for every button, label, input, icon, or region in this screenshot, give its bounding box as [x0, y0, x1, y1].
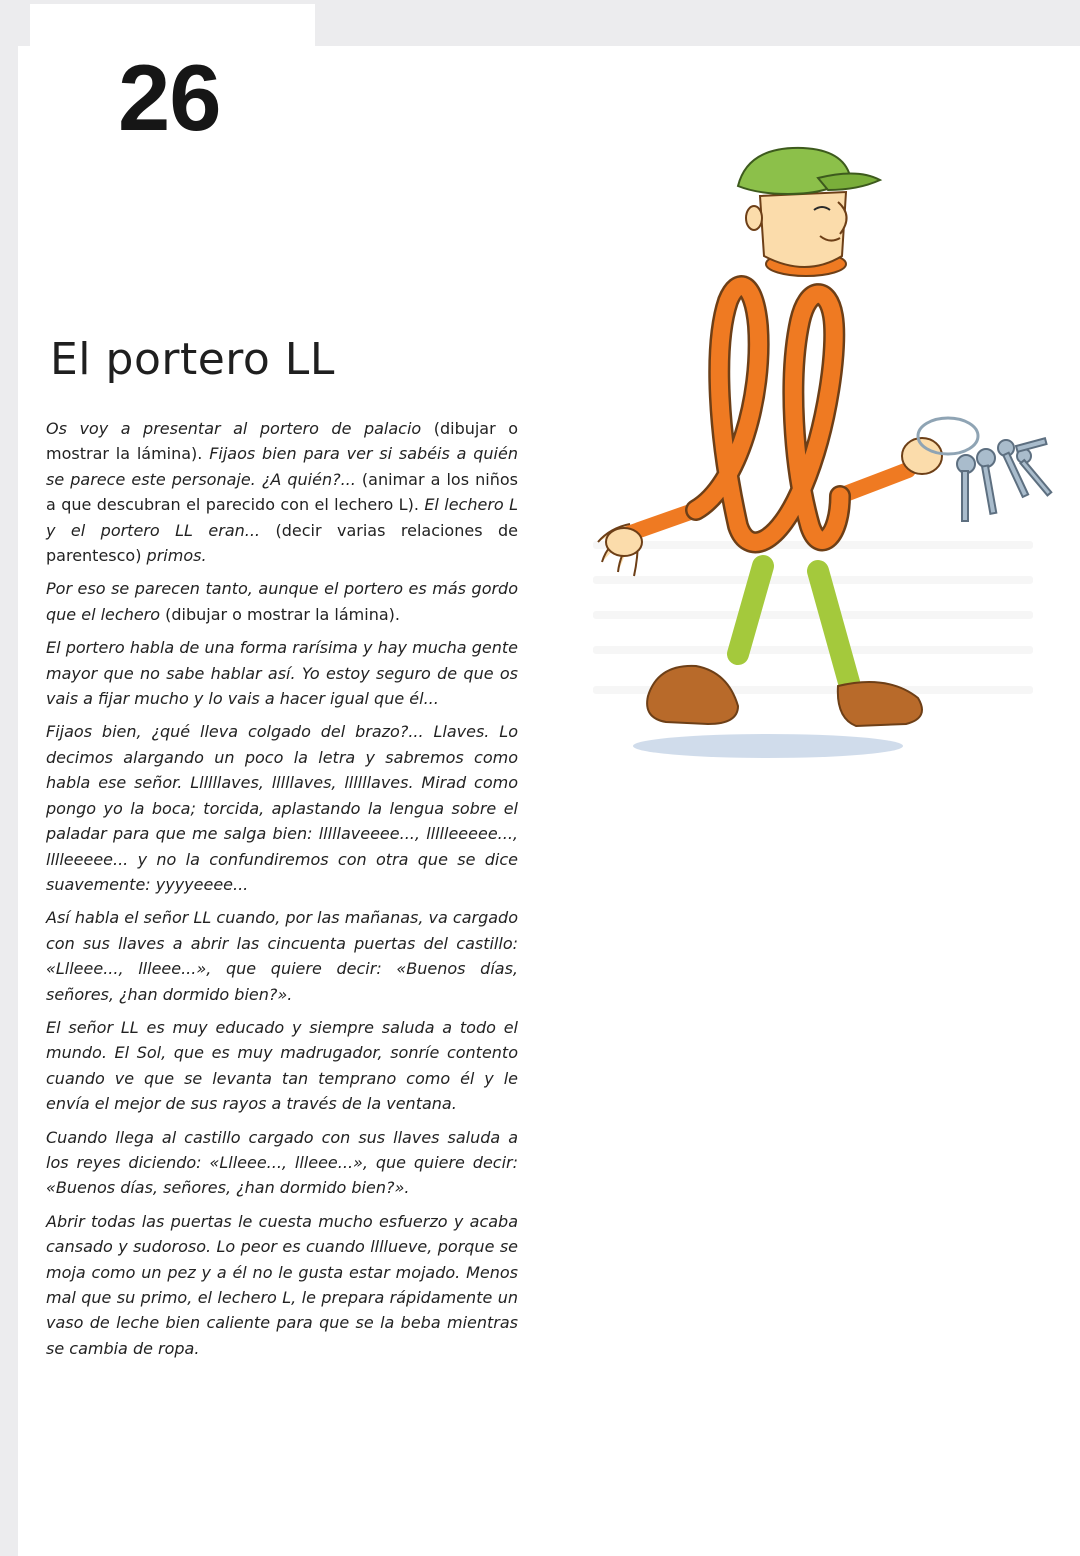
document-page: [18, 46, 1080, 1556]
narration-text: Abrir todas las puertas le cuesta mucho esfuerzo y acaba cansado y sudoroso. Lo peor es cuando llllueve, porque se moja como un pez y a él no le gusta estar mojado. Menos mal que su primo, el lechero L, le prepara rápidamente un vaso de leche bien caliente para que se la beba mientras se cambia de ropa.: [46, 1211, 518, 1358]
browser-tab-strip: [30, 4, 315, 46]
left-leg: [738, 566, 763, 654]
narration-text: primos.: [146, 546, 207, 566]
narration-text: Fijaos bien para ver si sabéis a quién se parece este personaje. ¿A quién?...: [46, 444, 518, 489]
stage-direction: (decir varias relaciones de parentesco): [46, 520, 518, 566]
head: [760, 192, 846, 267]
narration-text: Cuando llega al castillo cargado con sus llaves saluda a los reyes diciendo: «Llleee..., llleee...», que quiere decir: «Buenos días, señores, ¿han dormido bien?».: [46, 1127, 518, 1198]
key-ring: [918, 418, 978, 454]
left-shoe: [647, 666, 738, 724]
ear: [746, 206, 762, 230]
narration-text: Así habla el señor LL cuando, por las mañanas, va cargado con sus llaves a abrir las cincuenta puertas del castillo: «Llleee..., llleee...», que quiere decir: «Buenos días, señores, ¿han dormido bien?».: [46, 908, 518, 1004]
story-text: [46, 416, 518, 1369]
narration-text: El señor LL es muy educado y siempre saluda a todo el mundo. El Sol, que es muy madrugador, sonríe contento cuando ve que se levanta tan temprano como él y le envía el mejor de sus rayos a través de la ventana.: [46, 1017, 518, 1114]
story-paragraph: [46, 416, 518, 568]
right-shoe: [838, 682, 922, 726]
right-leg: [818, 571, 850, 686]
ground-shadow: [633, 734, 903, 758]
story-paragraph: [46, 905, 518, 1007]
story-paragraph: [46, 719, 518, 897]
story-paragraph: [46, 1015, 518, 1117]
stage-direction: (dibujar o mostrar la lámina).: [46, 419, 519, 464]
story-paragraph: [46, 576, 518, 627]
stage-direction: (animar a los niños a que descubran el parecido con el lechero L).: [46, 469, 518, 515]
narration-text: Fijaos bien, ¿qué lleva colgado del brazo?... Llaves. Lo decimos alargando un poco la letra y sabremos como habla ese señor. Llllllaves, lllllaves, llllllaves. Mirad como pongo yo la boca; torcida, aplastando la lengua sobre el paladar para que me salga bien: lllllaveeee..., llllleeeee..., lllleeeee... y no la confundiremos con otra que se dice suavemente: yyyyeeee...: [46, 722, 518, 894]
page-title: El portero LL: [50, 334, 335, 385]
page-number: 26: [118, 45, 221, 150]
narration-text: El lechero L y el portero LL eran...: [46, 495, 519, 540]
story-paragraph: [46, 1125, 518, 1201]
story-paragraph: [46, 635, 518, 711]
narration-text: Os voy a presentar al portero de palacio: [46, 419, 434, 438]
cap-brim: [818, 173, 880, 190]
narration-text: El portero habla de una forma rarísima y hay mucha gente mayor que no sabe hablar así. Yo estoy seguro de que os vais a fijar mucho y lo vais a hacer igual que él...: [46, 638, 518, 709]
narration-text: Por eso se parecen tanto, aunque el portero es más gordo que el lechero: [46, 579, 518, 624]
keys-icon: [957, 438, 1051, 521]
story-paragraph: [46, 1209, 518, 1361]
stage-direction: (dibujar o mostrar la lámina).: [165, 604, 400, 624]
porter-ll-illustration: [588, 106, 1068, 786]
